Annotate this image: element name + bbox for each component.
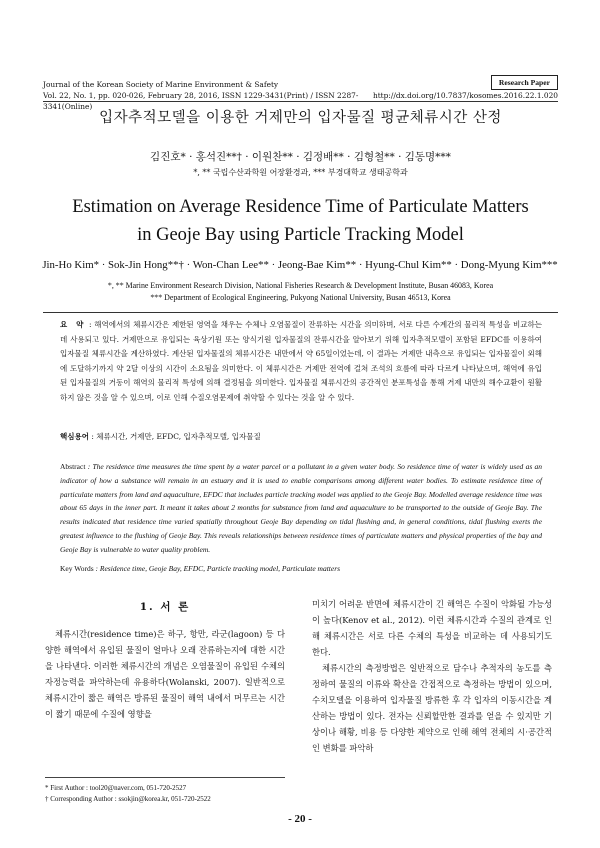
- footnotes: [45, 777, 285, 805]
- affiliation-korean: *, ** 국립수산과학원 어장환경과, *** 부경대학교 생태공학과: [193, 168, 408, 177]
- keywords-korean: [60, 431, 542, 442]
- title-english-line2: in Geoje Bay using Particle Tracking Model: [137, 225, 464, 245]
- footnote-first-author: * First Author : tool20@naver.com, 051-720-2527: [45, 784, 187, 792]
- authors-korean: 김진호* · 홍석진**† · 이원찬** · 김정배** · 김형철** · 김동명***: [150, 151, 451, 163]
- keywords-english: [60, 564, 542, 573]
- abstract-korean-label: 요 약: [60, 320, 87, 329]
- keywords-korean-label: 핵심용어: [60, 432, 89, 441]
- doi-link[interactable]: http://dx.doi.org/10.7837/kosomes.2016.22.1.020: [372, 91, 558, 100]
- affiliation-english-2: *** Department of Ecological Engineering, Pukyong National University, Busan 46513, Korea: [150, 293, 451, 302]
- title-english-line1: Estimation on Average Residence Time of Particulate Matters: [72, 197, 529, 217]
- abstract-top-divider: [43, 312, 558, 313]
- header-divider: [43, 101, 558, 102]
- keywords-korean-text: : 체류시간, 거제만, EFDC, 입자추적모델, 입자물질: [91, 432, 261, 441]
- authors-english: Jin-Ho Kim* · Sok-Jin Hong**† · Won-Chan Lee** · Jeong-Bae Kim** · Hyung-Chul Kim** · Dong-Myung Kim***: [42, 259, 558, 271]
- journal-name: Journal of the Korean Society of Marine Environment & Safety: [43, 80, 279, 89]
- title-korean: 입자추적모델을 이용한 거제만의 입자물질 평균체류시간 산정: [99, 110, 502, 126]
- abstract-korean-text: : 해역에서의 체류시간은 제한된 영역을 채우는 수체나 오염물질이 잔류하는 시간을 의미하며, 서로 다른 수계간의 물리적 특성을 비교하는 데 사용되고 있다. 거제만으로 유입되는 육상기원 또는 양식기원 입자물질의 잔류시간을 알아보기 위해 입자추적모델이 포함된 EFDC를 이용하여 입자물질 체류시간을 계산하였다. 계산된 입자물질의 체류시간은 내만에서 약 65일이었는데, 이 결과는 거제만 내측으로 유입되는 입자물질이 외해에 도달하기까지 약 2달 이상의 시간이 소요됨을 의미한다. 이 체류시간은 거제만 전역에 걸쳐 조석의 흐름에 따라 다르게 나타났으며, 해역에 유입된 입자물질의 거동이 해역의 물리적 특성에 의해 결정됨을 의미한다. 입자물질 체류시간의 공간적인 분포특성을 통해 거제 내만의 해수교환이 원활하지 않은 것을 알 수 있으며, 이로 인해 수질오염문제에 취약할 수 있다는 것을 알 수 있다.: [60, 320, 542, 402]
- body-column-left: [45, 596, 285, 722]
- volume-info: Vol. 22, No. 1, pp. 020-026, February 28, 2016, ISSN 1229-3431(Print) / ISSN 2287-3341(Online): [43, 91, 359, 111]
- abstract-english-label: Abstract: [60, 462, 86, 471]
- page-number: - 20 -: [288, 813, 312, 825]
- abstract-english-text: : The residence time measures the time spent by a water parcel or a pollutant in a given water body. So residence time of water is widely used as an indicator of how a substance will remain in an estuary and it is used to enable comparisons among different water bodies. To estimate residence time of particulate matters from land and aquaculture, EFDC that includes particle tracking model was applied to the Geoje Bay. Modelled average residence time was about 65 days in the inner part. It meant it takes about 2 months for substance from land and aquaculture to be transported to the outside of Geoje Bay. The results indicated that residence time varied spatially throughout Geoje Bay depending on tidal flushing and, in general conditions, tidal flushing exerts the greatest influence to the flushing of Geoje Bay. This reveals relationships between residence times of particulate matters and physical properties of the bay and Geoje Bay is vulnerable to water quality problem.: [60, 462, 542, 554]
- body-column-right: [312, 596, 552, 756]
- body-paragraph: 미치기 어려운 반면에 체류시간이 긴 해역은 수질이 악화될 가능성이 높다(Kenov et al., 2012). 이런 체류시간과 수질의 관계로 인해 체류시간은 서로 다른 수체의 특성을 비교하는 데 사용되기도 한다.: [312, 599, 552, 657]
- keywords-english-label: Key Words: [60, 564, 94, 573]
- body-paragraph: 체류시간(residence time)은 하구, 항만, 라군(lagoon) 등 다양한 해역에서 유입된 물질이 얼마나 오래 잔류하는지에 대한 시간을 나타낸다. 이러한 체류시간의 개념은 오염물질이 유입된 수체의 자정능력을 파악하는데 유용하다(Wolanski, 2007). 일반적으로 체류시간이 짧은 해역은 방류된 물질이 해역 내에서 머무르는 시간이 짧기 때문에 수질에 영향을: [45, 629, 285, 719]
- body-paragraph: 체류시간의 측정방법은 일반적으로 담수나 추적자의 농도를 측정하여 물질의 이류와 확산을 간접적으로 측정하는 방법이 있으며, 수치모델을 이용하여 입자물질 방류한 후 각 입자의 이동시간을 계산하는 방법이 있다. 전자는 신뢰할만한 결과를 얻을 수 있지만 기상이나 해황, 비용 등 다양한 제약으로 인해 해역 전체의 시·공간적인 변화를 파악하: [312, 663, 552, 753]
- affiliation-english-1: *, ** Marine Environment Research Division, National Fisheries Research & Development Institute, Busan 46083, Korea: [107, 281, 494, 290]
- research-paper-badge: Research Paper: [491, 75, 558, 90]
- keywords-english-text: : Residence time, Geoje Bay, EFDC, Particle tracking model, Particulate matters: [95, 564, 341, 573]
- section-heading-introduction: 1. 서 론: [139, 601, 191, 613]
- title-english: [43, 193, 558, 249]
- abstract-english: [60, 460, 542, 557]
- footnote-corresponding-author: † Corresponding Author : ssokjin@korea.kr, 051-720-2522: [45, 795, 211, 803]
- abstract-korean: [60, 318, 542, 406]
